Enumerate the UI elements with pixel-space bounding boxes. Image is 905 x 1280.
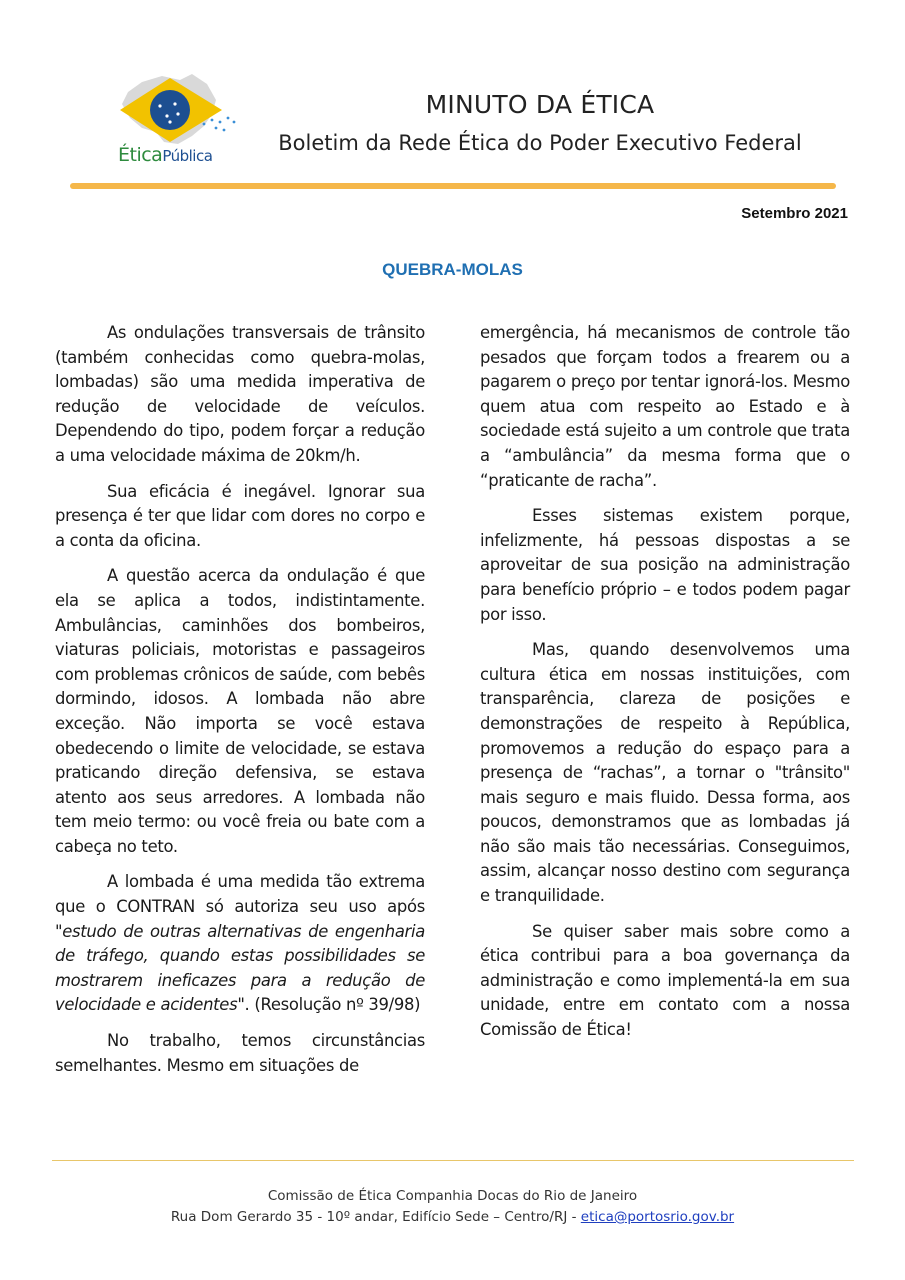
footer-divider	[52, 1160, 854, 1161]
footer-organization: Comissão de Ética Companhia Docas do Rio de Janeiro	[267, 1188, 638, 1204]
logo-text-publica: Pública	[162, 147, 213, 165]
issue-date: Setembro 2021	[741, 205, 848, 222]
paragraph: As ondulações transversais de trânsito (também conhecidas como quebra-molas, lombadas) são uma medida imperativa de redução de velocidade de veículos. Dependendo do tipo, podem forçar a redução a uma velocidade máxima de 20km/h.	[55, 323, 425, 465]
quoted-text: estudo de outras alternativas de engenharia de tráfego, quando estas possibilidades se mostrarem ineficazes para a redução de velocidade e acidentes	[55, 921, 425, 1015]
etica-publica-logo	[112, 70, 242, 170]
article-column-left	[55, 321, 425, 1089]
paragraph: emergência, há mecanismos de controle tão pesados que forçam todos a frearem ou a pagarem o preço por tentar ignorá-los. Mesmo quem atua com respeito ao Estado e à sociedade está sujeito a um controle que trata a “ambulância” da mesma forma que o “praticante de racha”.	[480, 323, 850, 490]
paragraph: Mas, quando desenvolvemos uma cultura ética em nossas instituições, com transparência, clareza de posições e demonstrações de respeito à República, promovemos a redução do espaço para a presença de “rachas”, a tornar o "trânsito" mais seguro e mais fluido. Dessa forma, aos poucos, demonstramos que as lombadas já não são mais tão necessárias. Conseguimos, assim, alcançar nosso destino com segurança e tranquilidade.	[480, 640, 850, 906]
footer-address	[0, 1209, 905, 1225]
paragraph: Se quiser saber mais sobre como a ética contribui para a boa governança da administração e como implementá-la em sua unidade, entre em contato com a nossa Comissão de Ética!	[480, 921, 850, 1040]
email-link[interactable]: etica@portosrio.gov.br	[580, 1209, 735, 1225]
paragraph-text: ". (Resolução nº 39/98)	[237, 995, 421, 1015]
bulletin-subtitle: Boletim da Rede Ética do Poder Executivo Federal	[278, 131, 802, 155]
brazil-map-icon	[112, 70, 242, 150]
paragraph	[55, 870, 425, 1018]
article-heading: QUEBRA-MOLAS	[382, 260, 523, 279]
footer-address-text: Rua Dom Gerardo 35 - 10º andar, Edifício Sede – Centro/RJ -	[170, 1209, 581, 1225]
header-divider	[70, 183, 836, 189]
article-column-right	[480, 321, 850, 1054]
paragraph: Sua eficácia é inegável. Ignorar sua presença é ter que lidar com dores no corpo e a conta da oficina.	[55, 481, 425, 550]
bulletin-title: MINUTO DA ÉTICA	[425, 90, 655, 119]
paragraph-text: A lombada é uma medida tão extrema que o CONTRAN só autoriza seu uso após "	[55, 872, 425, 941]
paragraph: A questão acerca da ondulação é que ela se aplica a todos, indistintamente. Ambulâncias, caminhões dos bombeiros, viaturas policiais, motoristas e passageiros com problemas crônicos de saúde, com bebês dormindo, idosos. A lombada não abre exceção. Não importa se você estava obedecendo o limite de velocidade, se estava praticando direção defensiva, se estava atento aos seus arredores. A lombada não tem meio termo: ou você freia ou bate com a cabeça no teto.	[55, 566, 425, 856]
logo-wordmark	[118, 144, 212, 166]
logo-text-etica: Ética	[118, 144, 163, 166]
paragraph: Esses sistemas existem porque, infelizmente, há pessoas dispostas a se aproveitar de sua posição na administração para benefício próprio – e todos podem pagar por isso.	[480, 506, 850, 624]
paragraph: No trabalho, temos circunstâncias semelhantes. Mesmo em situações de	[55, 1031, 425, 1075]
